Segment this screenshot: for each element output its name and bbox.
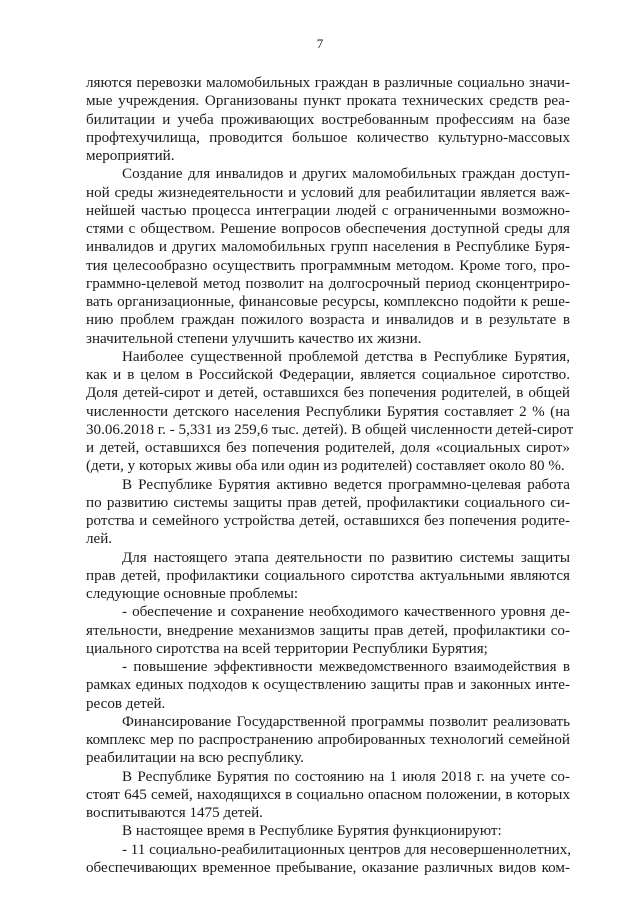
text-line: Создание для инвалидов и других маломобильных граждан доступ-	[122, 166, 570, 183]
text-line: билитации и учеба проживающих востребованным профессиям на базе	[86, 111, 570, 128]
text-line: ляются перевозки маломобильных граждан в различные социально значи-	[86, 75, 570, 91]
text-line: мые учреждения. Организованы пункт проката технических средств реа-	[86, 93, 570, 110]
paragraph	[86, 476, 570, 549]
text-line: вать организационные, финансовые ресурсы, комплексно подойти к реше-	[86, 294, 570, 310]
text-line: В Республике Бурятия по состоянию на 1 июля 2018 г. на учете со-	[122, 768, 570, 785]
text-line: граммно-целевой метод позволит на долгосрочный период сконцентриро-	[86, 275, 570, 292]
text-line: рамках единых подходов к осуществлению защиты прав и законных инте-	[86, 677, 570, 694]
text-line: - обеспечение и сохранение необходимого качественного уровня де-	[122, 604, 570, 621]
text-line: ной среды жизнедеятельности и условий для реабилитации является важ-	[86, 184, 570, 201]
text-line: нию проблем граждан пожилого возраста и инвалидов и в результате в	[86, 312, 570, 329]
text-line: Доля детей-сирот и детей, оставшихся без попечения родителей, в общей	[86, 385, 570, 402]
text-line: профтехучилища, проводится большое количество культурно-массовых	[86, 129, 570, 146]
text-line: значительной степени улучшить качество их жизни.	[86, 330, 422, 347]
paragraph	[86, 822, 570, 840]
text-line: лей.	[86, 531, 113, 548]
text-line: 30.06.2018 г. - 5,331 из 259,6 тыс. детей). В общей численности детей-сирот	[86, 421, 574, 438]
paragraph	[86, 549, 570, 604]
text-line: воспитываются 1475 детей.	[86, 805, 263, 821]
page-number: 7	[316, 36, 324, 51]
text-line: численности детского населения Республики Бурятия составляет 2 % (на	[86, 403, 570, 420]
paragraph	[86, 165, 570, 348]
paragraph	[86, 603, 570, 658]
text-line: по развитию системы защиты прав детей, профилактики социального си-	[86, 494, 570, 511]
document-body	[86, 74, 574, 877]
text-line: - 11 социально-реабилитационных центров для несовершеннолетних,	[122, 841, 572, 858]
text-line: ресов детей.	[86, 695, 166, 712]
text-line: (дети, у которых живы оба или один из родителей) составляет около 80 %.	[86, 458, 565, 475]
text-line: инвалидов и других маломобильных групп населения в Республике Буря-	[86, 239, 570, 256]
text-line: прав детей, профилактики социального сиротства актуальными являются	[86, 567, 570, 584]
text-line: мероприятий.	[86, 148, 175, 164]
text-line: комплекс мер по распространению апробированных технологий семейной	[86, 732, 570, 748]
text-line: циального сиротства на всей территории Республики Бурятия;	[86, 640, 488, 657]
text-line: реабилитации на всю республику.	[86, 750, 304, 767]
text-line: В настоящее время в Республике Бурятия функционируют:	[122, 823, 502, 840]
text-line: следующие основные проблемы:	[86, 586, 299, 602]
text-line: тия целесообразно осуществить программным методом. Кроме того, про-	[86, 257, 570, 274]
text-line: как и в целом в Российской Федерации, является социальное сиротство.	[86, 367, 570, 383]
paragraph	[86, 841, 570, 878]
text-line: стями с обществом. Решение вопросов обеспечения доступной среды для	[86, 221, 570, 237]
paragraph	[86, 713, 570, 768]
text-line: ятельности, внедрение механизмов защиты прав детей, профилактики со-	[86, 622, 570, 639]
text-line: Для настоящего этапа деятельности по развитию системы защиты	[122, 549, 570, 566]
text-line: В Республике Бурятия активно ведется программно-целевая работа	[122, 476, 570, 493]
text-line: Финансирование Государственной программы позволит реализовать	[122, 713, 570, 730]
paragraph	[86, 348, 574, 476]
text-line: и детей, оставшихся без попечения родителей, доля «социальных сирот»	[86, 440, 570, 456]
paragraph	[86, 768, 570, 823]
text-line: стоят 645 семей, находящихся в социально опасном положении, в которых	[86, 786, 570, 803]
text-line: нейшей частью процесса интеграции людей с ограниченными возможно-	[86, 202, 570, 219]
text-line: - повышение эффективности межведомственного взаимодействия в	[122, 659, 570, 675]
text-line: обеспечивающих временное пребывание, оказание различных видов ком-	[86, 859, 570, 876]
text-line: Наиболее существенной проблемой детства в Республике Бурятия,	[122, 348, 570, 365]
paragraph	[86, 74, 570, 165]
paragraph	[86, 658, 570, 713]
text-line: ротства и семейного устройства детей, оставшихся без попечения родите-	[86, 513, 570, 529]
